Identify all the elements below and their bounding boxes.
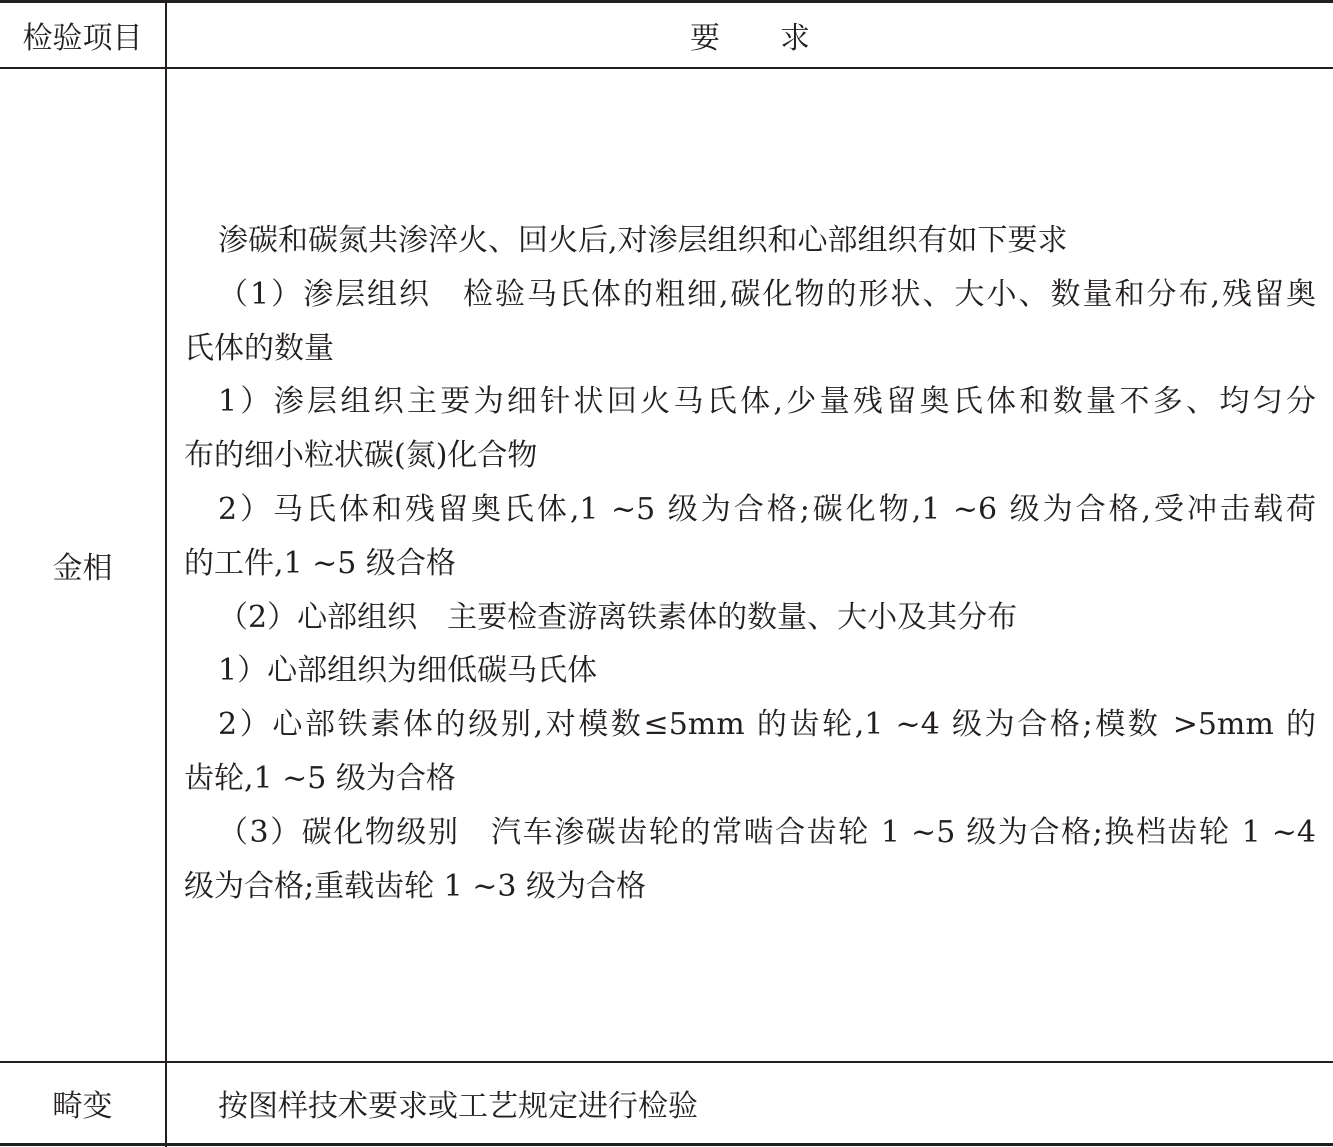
metallography-requirements — [184, 214, 1316, 913]
requirement-line: 2）马氏体和残留奥氏体,1 ~5 级为合格;碳化物,1 ~6 级为合格,受冲击载荷 — [218, 491, 1316, 527]
requirement-line: 的工件,1 ~5 级合格 — [184, 545, 456, 581]
requirement-line: 1）心部组织为细低碳马氏体 — [218, 653, 598, 689]
requirement-line: 2）心部铁素体的级别,对模数≤5mm 的齿轮,1 ~4 级为合格;模数 >5mm 的 — [218, 707, 1316, 743]
requirement-line: 布的细小粒状碳(氮)化合物 — [184, 438, 538, 474]
row-item-distortion: 畸变 — [52, 1089, 113, 1124]
requirement-line: 氏体的数量 — [184, 330, 334, 366]
requirement-line: 齿轮,1 ~5 级为合格 — [184, 760, 456, 796]
requirement-line: （1）渗层组织 检验马氏体的粗细,碳化物的形状、大小、数量和分布,残留奥 — [218, 276, 1316, 312]
requirement-line: 渗碳和碳氮共渗淬火、回火后,对渗层组织和心部组织有如下要求 — [218, 223, 1068, 258]
requirement-line: （2）心部组织 主要检查游离铁素体的数量、大小及其分布 — [218, 599, 1018, 635]
header-inspection-item: 检验项目 — [22, 21, 143, 56]
distortion-requirement: 按图样技术要求或工艺规定进行检验 — [218, 1089, 698, 1124]
column-divider — [165, 0, 167, 1147]
requirement-line: 级为合格;重载齿轮 1 ~3 级为合格 — [184, 868, 647, 904]
row-item-metallography: 金相 — [52, 551, 113, 586]
requirement-line: （3）碳化物级别 汽车渗碳齿轮的常啮合齿轮 1 ~5 级为合格;换档齿轮 1 ~4 — [218, 814, 1316, 850]
header-requirements: 要 求 — [690, 21, 810, 56]
table-bottom-rule — [0, 1143, 1333, 1146]
requirement-line: 1）渗层组织主要为细针状回火马氏体,少量残留奥氏体和数量不多、均匀分 — [218, 384, 1316, 420]
header-divider — [0, 67, 1333, 69]
